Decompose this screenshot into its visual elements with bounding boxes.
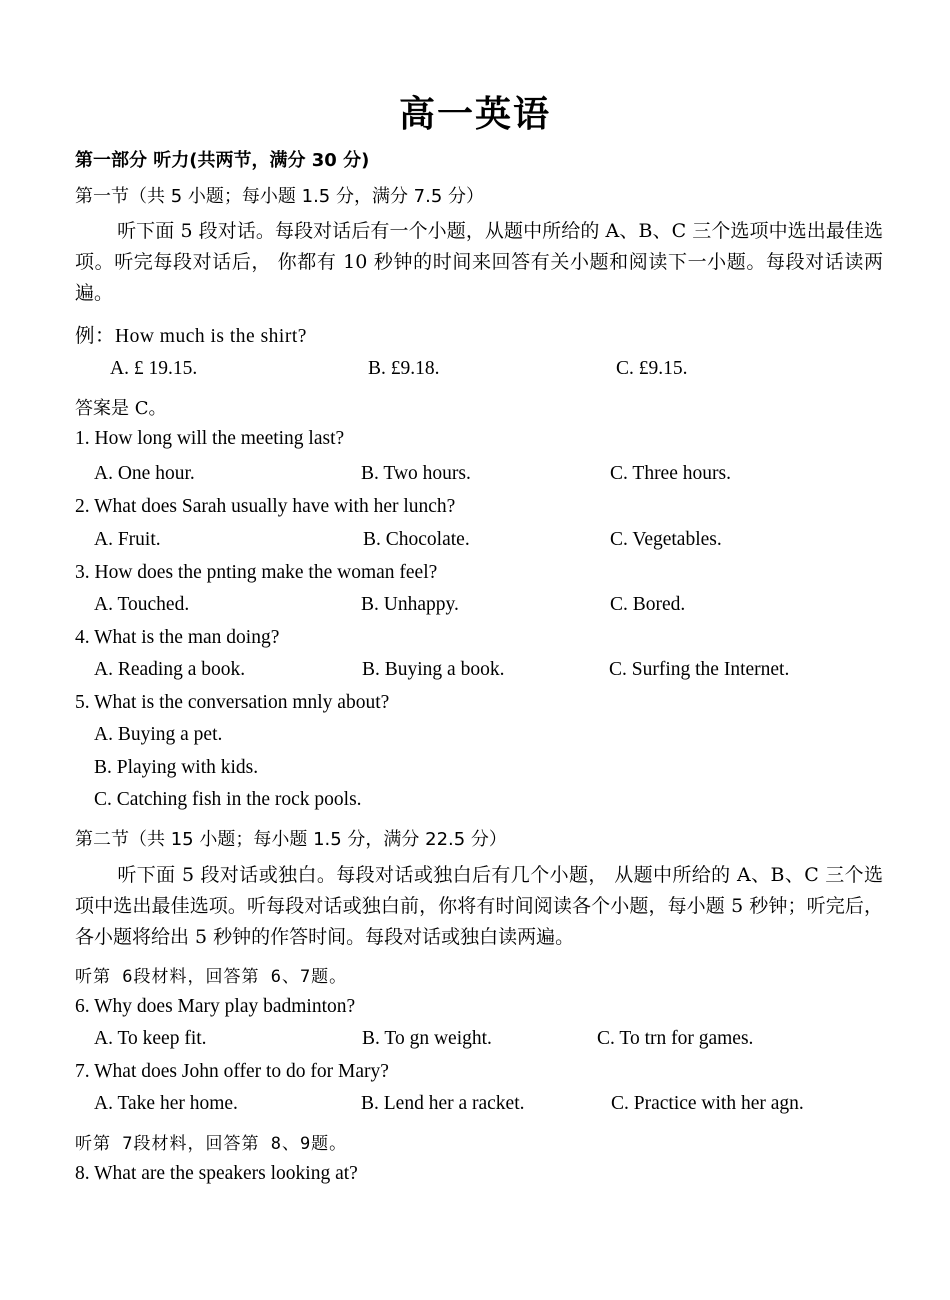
q7-option-c: C. Practice with her agn. xyxy=(611,1093,804,1114)
question-2: 2. What does Sarah usually have with her lunch? xyxy=(75,496,456,517)
question-4: 4. What is the man doing? xyxy=(75,627,280,648)
section1-instructions xyxy=(75,216,883,309)
q5-option-b: B. Playing with kids. xyxy=(94,757,259,778)
q6-option-b: B. To gn weight. xyxy=(362,1028,492,1049)
section1-heading: 第一节（共 5 小题；每小题 1.5 分，满分 7.5 分） xyxy=(75,186,485,207)
example-option-c: C. £9.15. xyxy=(616,358,688,379)
example-option-a: A. £ 19.15. xyxy=(110,358,198,379)
material-6-instruction: 听第 6段材料，回答第 6、7题。 xyxy=(75,967,348,987)
material-7-instruction: 听第 7段材料，回答第 8、9题。 xyxy=(75,1134,348,1154)
example-option-b: B. £9.18. xyxy=(368,358,440,379)
q1-option-c: C. Three hours. xyxy=(610,463,731,484)
q2-option-c: C. Vegetables. xyxy=(610,529,722,550)
q6-option-a: A. To keep fit. xyxy=(94,1028,207,1049)
q5-option-c: C. Catching fish in the rock pools. xyxy=(94,789,362,810)
q5-option-a: A. Buying a pet. xyxy=(94,724,223,745)
question-7: 7. What does John offer to do for Mary? xyxy=(75,1061,389,1082)
question-8: 8. What are the speakers looking at? xyxy=(75,1163,358,1184)
q7-option-b: B. Lend her a racket. xyxy=(361,1093,525,1114)
example-question: 例：How much is the shirt? xyxy=(75,326,307,347)
page-title: 高一英语 xyxy=(398,94,551,135)
q1-option-a: A. One hour. xyxy=(94,463,195,484)
q4-option-c: C. Surfing the Internet. xyxy=(609,659,790,680)
q3-option-a: A. Touched. xyxy=(94,594,190,615)
section2-instructions-text: 听下面 5 段对话或独白。每段对话或独白后有几个小题， 从题中所给的 A、B、C 三个选项中选出最佳选项。听每段对话或独白前，你将有时间阅读各个小题，每小题 5 秒钟；听完后，各小题将给出 5 秒钟的作答时间。每段对话或独白读两遍。 xyxy=(75,864,883,948)
q4-option-a: A. Reading a book. xyxy=(94,659,246,680)
q3-option-b: B. Unhappy. xyxy=(361,594,459,615)
part1-heading: 第一部分 听力(共两节，满分 30 分) xyxy=(75,150,370,171)
section2-heading: 第二节（共 15 小题；每小题 1.5 分，满分 22.5 分） xyxy=(75,829,507,850)
question-5: 5. What is the conversation mnly about? xyxy=(75,692,390,713)
question-3: 3. How does the pnting make the woman feel? xyxy=(75,562,438,583)
example-answer: 答案是 C。 xyxy=(75,398,167,419)
q1-option-b: B. Two hours. xyxy=(361,463,471,484)
q7-option-a: A. Take her home. xyxy=(94,1093,238,1114)
section2-instructions xyxy=(75,860,883,953)
question-1: 1. How long will the meeting last? xyxy=(75,428,345,449)
q2-option-a: A. Fruit. xyxy=(94,529,161,550)
q2-option-b: B. Chocolate. xyxy=(363,529,470,550)
q6-option-c: C. To trn for games. xyxy=(597,1028,754,1049)
section1-instructions-text: 听下面 5 段对话。每段对话后有一个小题，从题中所给的 A、B、C 三个选项中选出最佳选项。听完每段对话后， 你都有 10 秒钟的时间来回答有关小题和阅读下一小题。每段对话读两遍。 xyxy=(75,220,883,304)
q3-option-c: C. Bored. xyxy=(610,594,686,615)
q4-option-b: B. Buying a book. xyxy=(362,659,505,680)
question-6: 6. Why does Mary play badminton? xyxy=(75,996,356,1017)
